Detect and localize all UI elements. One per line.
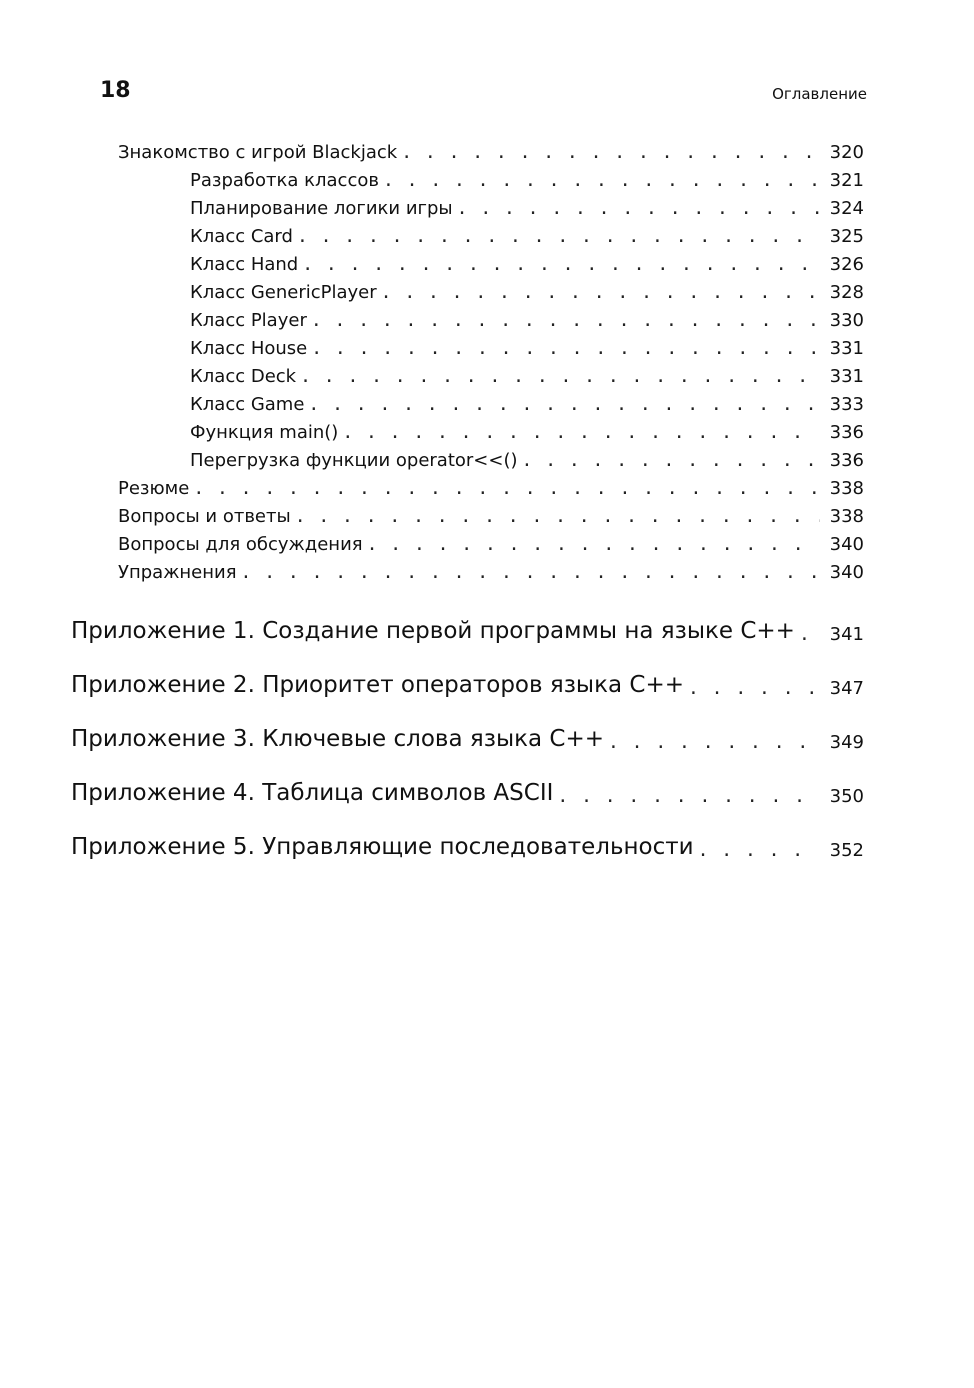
running-title: Оглавление xyxy=(772,85,867,103)
appendix-title: Приложение 1. Создание первой программы на языке С++ xyxy=(71,618,795,644)
toc-entry-page: 340 xyxy=(829,562,864,583)
table-of-contents xyxy=(0,142,974,874)
toc-entry-title: Класс Hand xyxy=(190,254,299,275)
dot-leader xyxy=(241,562,820,583)
appendix-entry[interactable] xyxy=(0,766,974,820)
toc-entry[interactable] xyxy=(0,226,974,254)
toc-entry-page: 324 xyxy=(829,198,864,219)
toc-entry-page: 325 xyxy=(829,226,864,247)
dot-leader xyxy=(608,732,820,753)
toc-entry-title: Класс Deck xyxy=(190,366,297,387)
toc-entry-page: 336 xyxy=(829,422,864,443)
toc-entry-page: 326 xyxy=(829,254,864,275)
toc-entry-title: Класс Game xyxy=(190,394,305,415)
toc-entry-title: Класс GenericPlayer xyxy=(190,282,377,303)
appendix-entry[interactable] xyxy=(0,820,974,874)
dot-leader xyxy=(193,478,820,499)
dot-leader xyxy=(698,840,820,861)
toc-entry-page: 336 xyxy=(829,450,864,471)
toc-entry-title: Функция main() xyxy=(190,422,339,443)
toc-entry[interactable] xyxy=(0,282,974,310)
toc-entry-page: 331 xyxy=(829,366,864,387)
toc-entry-page: 321 xyxy=(829,170,864,191)
toc-entry-title: Резюме xyxy=(118,478,190,499)
dot-leader xyxy=(311,310,820,331)
appendix-page: 341 xyxy=(829,623,864,645)
appendix-page: 349 xyxy=(829,731,864,753)
toc-entry-page: 328 xyxy=(829,282,864,303)
toc-entry-page: 340 xyxy=(829,534,864,555)
toc-entry[interactable] xyxy=(0,562,974,590)
toc-entry[interactable] xyxy=(0,478,974,506)
dot-leader xyxy=(311,338,820,359)
appendix-title: Приложение 5. Управляющие последовательности xyxy=(71,834,694,860)
toc-entry[interactable] xyxy=(0,198,974,226)
dot-leader xyxy=(308,394,820,415)
page-header xyxy=(0,78,974,108)
appendix-entry[interactable] xyxy=(0,712,974,766)
toc-entry-title: Знакомство с игрой Blackjack xyxy=(118,142,398,163)
toc-entry-title: Класс House xyxy=(190,338,308,359)
toc-entry-page: 338 xyxy=(829,478,864,499)
appendix-entry[interactable] xyxy=(0,604,974,658)
toc-entry-title: Разработка классов xyxy=(190,170,379,191)
toc-entry[interactable] xyxy=(0,310,974,338)
toc-entry-page: 331 xyxy=(829,338,864,359)
toc-entry[interactable] xyxy=(0,338,974,366)
dot-leader xyxy=(342,422,820,443)
dot-leader xyxy=(401,142,820,163)
dot-leader xyxy=(302,254,820,275)
appendix-title: Приложение 3. Ключевые слова языка С++ xyxy=(71,726,604,752)
appendix-entry[interactable] xyxy=(0,658,974,712)
appendix-page: 350 xyxy=(829,785,864,807)
toc-entry-page: 338 xyxy=(829,506,864,527)
dot-leader xyxy=(799,624,820,645)
toc-entry-title: Планирование логики игры xyxy=(190,198,453,219)
toc-entry[interactable] xyxy=(0,506,974,534)
dot-leader xyxy=(688,678,820,699)
dot-leader xyxy=(457,198,820,219)
toc-entry-title: Вопросы для обсуждения xyxy=(118,534,363,555)
toc-entry[interactable] xyxy=(0,450,974,478)
toc-entry-title: Перегрузка функции operator<<() xyxy=(190,450,518,471)
toc-entry-page: 330 xyxy=(829,310,864,331)
toc-entry-title: Класс Card xyxy=(190,226,293,247)
dot-leader xyxy=(297,226,820,247)
dot-leader xyxy=(383,170,820,191)
toc-entry[interactable] xyxy=(0,142,974,170)
toc-entry-title: Класс Player xyxy=(190,310,307,331)
dot-leader xyxy=(295,506,820,527)
toc-entry-page: 333 xyxy=(829,394,864,415)
dot-leader xyxy=(557,786,820,807)
toc-entry[interactable] xyxy=(0,394,974,422)
toc-entry[interactable] xyxy=(0,422,974,450)
toc-entry[interactable] xyxy=(0,170,974,198)
page-number: 18 xyxy=(100,78,131,103)
dot-leader xyxy=(367,534,820,555)
dot-leader xyxy=(300,366,820,387)
toc-entry-title: Упражнения xyxy=(118,562,237,583)
dot-leader xyxy=(381,282,820,303)
toc-entry-title: Вопросы и ответы xyxy=(118,506,291,527)
appendix-page: 347 xyxy=(829,677,864,699)
appendix-title: Приложение 2. Приоритет операторов языка С++ xyxy=(71,672,684,698)
appendix-page: 352 xyxy=(829,839,864,861)
toc-entry[interactable] xyxy=(0,534,974,562)
appendix-title: Приложение 4. Таблица символов ASCII xyxy=(71,780,554,806)
toc-entry[interactable] xyxy=(0,254,974,282)
toc-entry-page: 320 xyxy=(829,142,864,163)
dot-leader xyxy=(522,450,820,471)
toc-entry[interactable] xyxy=(0,366,974,394)
